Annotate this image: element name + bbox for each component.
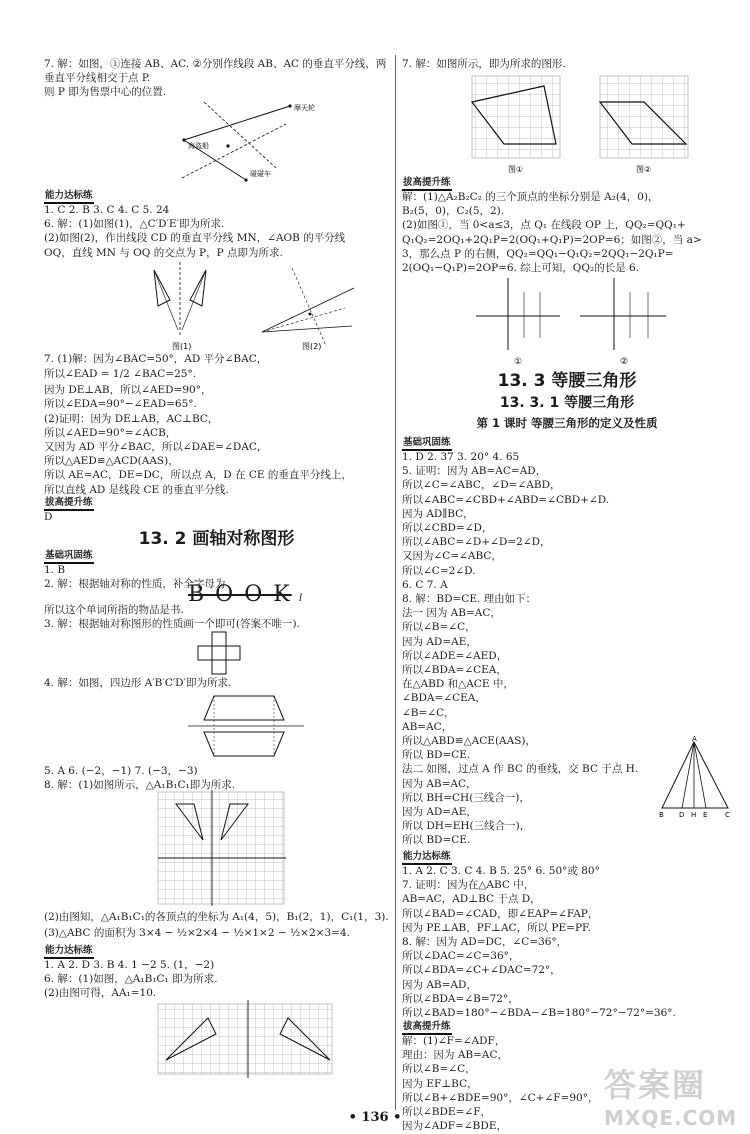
q7-figure xyxy=(164,98,334,186)
section-nengli-3: 能力达标练 xyxy=(402,850,452,865)
svg-text:A: A xyxy=(692,736,697,743)
q6-figures xyxy=(140,260,370,352)
section-tigao-3: 拔高提升练 xyxy=(402,1020,452,1035)
tigao-1-answer: D xyxy=(44,511,53,523)
fig-label-bumper: 碰碰车 xyxy=(250,170,271,178)
watermark-logo: 答案圈 MXQE.COM xyxy=(604,1066,738,1130)
svg-text:C: C xyxy=(725,811,730,819)
lesson-title: 第 1 课时 等腰三角形的定义及性质 xyxy=(476,416,658,430)
fig-label-pirate: 海盗船 xyxy=(188,142,209,150)
isosceles-figure xyxy=(658,736,734,820)
fig-label-ferris: 摩天轮 xyxy=(294,104,315,112)
svg-text:B: B xyxy=(659,811,664,819)
q7-intro: 7. 解：如图，①连接 AB、AC. ②分别作线段 AB、AC 的垂直平分线，两 垂直平分线相交于点 P. 则 P 即为售票中心的位置. xyxy=(44,58,387,99)
page-number: • 136 • xyxy=(348,1110,402,1125)
q8-grid-figure xyxy=(156,790,290,908)
q7-right-figures xyxy=(464,72,724,176)
q4-figure xyxy=(184,690,314,762)
jichu-2-answers: 1. D 2. 37 3. 20° 4. 65 5. 证明：因为 AB=AC=AD， 所以∠C=∠ABC，∠D=∠ABD， 所以∠ABC=∠CBD+∠ABD=∠CBD+∠D. 因为 AD∥BC， 所以∠CBD=∠D， 所以∠ABC=∠D+∠D=2∠D， 又因为∠C=∠ABC， 所以∠C=2∠D. 6. C 7. A 8. 解：BD=CE. 理由如下： 法一 因为 AB=AC， 所以∠B=∠C， 因为 AD=AE， 所以∠ADE=∠AED， 所以∠BDA=∠CEA， 在△ABD 和△ACE 中， ∠BDA=∠CEA， ∠B=∠C， AB=AC， 所以△ABD≌△ACE(AAS)， 所以 BD=CE. 法二 如图，过点 A 作 BC 的垂线，交 BC 于点 H. 因为 AB=AC， 所以 BH=CH(三线合一)， 因为 AD=AE， 所以 DH=EH(三线合一)， 所以 BD=CE. xyxy=(402,451,639,847)
nengli-1-answers: 1. C 2. B 3. C 4. C 5. 24 6. 解：(1)如图(1)，△C′D′E′即为所求. (2)如图(2)，作出线段 CD 的垂直平分线 MN，∠AOB 的平分线 OQ，直线 MN 与 OQ 的交点为 P，P 点即为所求. xyxy=(44,204,346,259)
svg-text:E: E xyxy=(703,811,708,819)
fig-caption-1: 图① xyxy=(508,165,524,174)
column-divider xyxy=(395,55,396,1110)
q3-figure xyxy=(194,630,254,676)
nengli-2-answers: 1. A 2. D 3. B 4. 1 −2 5. (1，−2) 6. 解：(1)如图，△A₁B₁C₁ 即为所求. (2)由图可得，AA₁=10. xyxy=(44,959,218,1000)
jichu-1-answers: 1. B 2. 解：根据轴对称的性质，补全字母为 xyxy=(44,564,226,591)
jichu-1-q4: 4. 解：如图，四边形 A′B′C′D′即为所求. xyxy=(44,677,232,689)
q7-right: 7. 解：如图所示，即为所求的图形. xyxy=(402,58,566,70)
section-tigao-1: 拔高提升练 xyxy=(44,496,94,511)
section-nengli-1: 能力达标练 xyxy=(44,189,389,204)
svg-text:图(2): 图(2) xyxy=(302,342,322,351)
q7b-answers: 7. (1)解：因为∠BAC=50°，AD 平分∠BAC， 所以∠EAD = 1/2 ∠BAC=25°. 因为 DE⊥AB，所以∠AED=90°， 所以∠EDA=90°−∠EAD=65°. (2)证明：因为 DE⊥AB，AC⊥BC， 所以∠AED=90°=∠ACB， 又因为 AD 平分∠BAC，所以∠DAE=∠DAC， 所以△AED≌△ACD(AAS)， 所以 AE=AC，DE=DC，所以点 A，D 在 CE 的垂直平分线上， 所以直线 AD 是线段 CE 的垂直平分线. xyxy=(44,353,352,496)
right-column xyxy=(402,0,732,1134)
q6-figure-1 xyxy=(154,262,206,351)
jichu-1-answers-c: 5. A 6. (−2，−1) 7. (−3，−3) 8. 解：(1)如图所示，△A₁B₁C₁即为所求. xyxy=(44,765,236,792)
q6b-grid-figure xyxy=(156,1000,336,1078)
section-jichu-1: 基础巩固练 xyxy=(44,549,94,564)
fig-caption-q-2: ② xyxy=(620,357,629,367)
section-title-13-3-1: 13. 3. 1 等腰三角形 xyxy=(499,395,635,411)
fig-caption-2: 图② xyxy=(636,165,652,174)
left-column xyxy=(44,0,389,1134)
nengli-3-answers: 1. A 2. C 3. C 4. B 5. 25° 6. 50°或 80° 7. 证明：因为在△ABC 中， AB=AC，AD⊥BC 于点 D， 所以∠BAD=∠CAD，即∠EAP=∠FAP， 因为 PE⊥AB，PF⊥AC，所以 PE=PF. 8. 解：因为 AD=DC，∠C=36°， 所以∠DAC=∠C=36°， 所以∠BDA=∠C+∠DAC=72°， 因为 AB=AD， 所以∠BDA=∠B=72°， 所以∠BAD=180°−∠BDA−∠B=180°−72°−72°=36°. xyxy=(402,865,676,1020)
jichu-1-answers-d: (2)由图知，△A₁B₁C₁的各顶点的坐标为 A₁(4，5)，B₁(2，1)，C₁(1，3). (3)△ABC 的面积为 3×4 − ½×2×4 − ½×1×2 − ½×2×3=4. xyxy=(44,911,389,940)
section-tigao-2: 拔高提升练 xyxy=(402,176,452,191)
svg-text:图(1): 图(1) xyxy=(172,342,192,351)
section-title-13-2: 13. 2 画轴对称图形 xyxy=(138,529,295,549)
section-nengli-2: 能力达标练 xyxy=(44,944,94,959)
axis-label-l: l xyxy=(299,593,303,604)
book-word: B O O K xyxy=(188,582,292,607)
fig-caption-q-1: ① xyxy=(514,357,523,367)
tigao-2-answers: 解：(1)△A₂B₂C₂ 的三个顶点的坐标分别是 A₂(4，0)， B₂(5，0)，C₂(5，2). (2)如图①，当 0<a≤3，点 Q₁ 在线段 OP 上，QQ₂=QQ₁+ Q₁Q₂=2OQ₁+2Q₁P=2(OQ₁+Q₁P)=2OP=6；如图②，当 a> 3，那么点 P 的右侧，QQ₂=QQ₁−Q₁Q₂=2QQ₁−2Q₁P= 2(OQ₁−Q₁P)=2OP=6. 综上可知，QQ₂的长是 6. xyxy=(402,191,702,275)
svg-text:D: D xyxy=(679,811,685,819)
section-title-13-3: 13. 3 等腰三角形 xyxy=(497,371,637,391)
q6-figure-2 xyxy=(262,268,354,351)
section-jichu-2: 基础巩固练 xyxy=(402,436,452,451)
svg-text:H: H xyxy=(691,811,697,819)
tigao-2-figures xyxy=(474,276,674,368)
tigao-3-answers: 解：(1)∠F=∠ADF， 理由：因为 AB=AC， 所以∠B=∠C， 因为 EF⊥BC， 所以∠B+∠BDE=90°，∠C+∠F=90°， 所以∠BDE=∠F， 因为∠ADF=∠BDE， xyxy=(402,1035,599,1133)
jichu-1-answers-b: 所以这个单词所指的物品是书. 3. 解：根据轴对称图形的性质画一个即可(答案不唯一). xyxy=(44,604,300,631)
